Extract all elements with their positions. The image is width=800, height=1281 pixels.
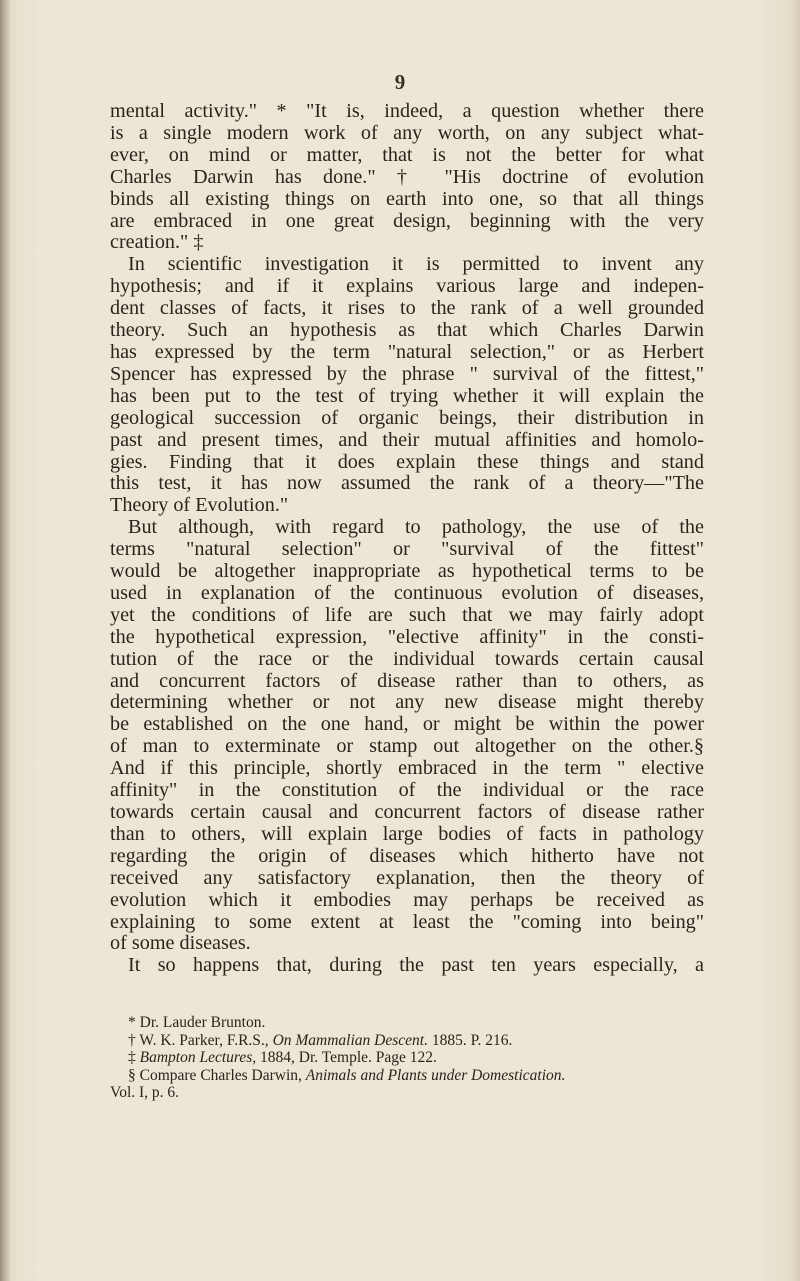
footnote [110,1067,704,1085]
footnote-text: 1885. P. 216. [427,1031,513,1049]
text-line: determining whether or not any new disease might thereby [110,691,704,714]
text-line: used in explanation of the continuous evolution of diseases, [110,581,704,604]
text-line: would be altogether inappropriate as hypothetical terms to be [110,560,704,583]
page-binding-edge [0,0,10,1281]
text-line: theory. Such an hypothesis as that which Charles Darwin [110,319,704,342]
text-line: tution of the race or the individual towards certain causal [110,647,704,670]
footnote-text: Vol. I, p. 6. [110,1084,180,1101]
text-line: explaining to some extent at least the "coming into being" [110,910,704,933]
text-line: hypothesis; and if it explains various large and indepen- [110,275,704,298]
text-line: is a single modern work of any worth, on any subject what- [110,121,704,144]
footnote [110,1049,704,1067]
footnote [110,1014,704,1032]
text-line: regarding the origin of diseases which hitherto have not [110,844,704,867]
text-line: received any satisfactory explanation, then the theory of [110,866,704,889]
text-line: past and present times, and their mutual affinities and homolo- [110,428,704,451]
text-line: of some diseases. [110,932,251,955]
footnote-text: W. K. Parker, F.R.S., [139,1031,273,1049]
text-line: gies. Finding that it does explain these things and stand [110,450,704,473]
text-line: than to others, will explain large bodies of facts in pathology [110,822,704,845]
text-line: ever, on mind or matter, that is not the better for what [110,143,704,166]
footnote-mark: * [128,1014,136,1031]
text-line: the hypothetical expression, "elective affinity" in the consti- [110,625,704,648]
text-line: In scientific investigation it is permitted to invent any [128,253,704,276]
text-line: has been put to the test of trying whether it will explain the [110,384,704,407]
text-line: creation." ‡ [110,231,204,254]
text-line: terms "natural selection" or "survival of the fittest" [110,538,704,561]
text-line: binds all existing things on earth into one, so that all things [110,187,704,210]
text-line: geological succession of organic beings, their distribution in [110,406,704,429]
footnotes [110,1014,704,1102]
text-line: And if this principle, shortly embraced in the term " elective [110,757,704,780]
text-line: It so happens that, during the past ten years especially, a [128,954,704,977]
text-line: mental activity." * "It is, indeed, a question whether there [110,100,704,122]
footnote-title: On Mammalian Descent. [272,1031,428,1049]
body-text [110,101,704,977]
text-line: this test, it has now assumed the rank of a theory—"The [110,472,704,495]
text-line: evolution which it embodies may perhaps be received as [110,888,704,911]
footnote-title: Bampton Lectures, [139,1049,257,1066]
text-line: towards certain causal and concurrent factors of disease rather [110,801,704,823]
text-line: has expressed by the term "natural selection," or as Herbert [110,340,704,363]
text-line: yet the conditions of life are such that we may fairly adopt [110,603,704,626]
footnote-mark: ‡ [128,1049,136,1066]
footnote-mark: § [128,1066,136,1084]
page-number: 9 [394,70,406,94]
footnote [110,1084,704,1102]
text-line: be established on the one hand, or might be within the power [110,713,704,736]
footnote-mark: † [128,1031,136,1049]
text-line: of man to exterminate or stamp out altogether on the other.§ [110,735,704,758]
text-line: Theory of Evolution." [110,494,289,517]
footnote [110,1032,704,1050]
footnote-text: 1884, Dr. Temple. Page 122. [256,1049,437,1066]
text-line: Spencer has expressed by the phrase " survival of the fittest," [110,362,704,385]
text-line: dent classes of facts, it rises to the rank of a well grounded [110,297,704,320]
text-line: But although, with regard to pathology, the use of the [128,516,704,539]
footnote-text: Dr. Lauder Brunton. [139,1014,266,1031]
text-line: are embraced in one great design, beginning with the very [110,209,704,232]
footnote-text: Compare Charles Darwin, [139,1066,306,1084]
text-line: affinity" in the constitution of the individual or the race [110,779,704,802]
text-line: and concurrent factors of disease rather than to others, as [110,669,704,692]
footnote-title: Animals and Plants under Domestication. [305,1066,566,1084]
text-line: Charles Darwin has done." † "His doctrine of evolution [110,165,704,188]
